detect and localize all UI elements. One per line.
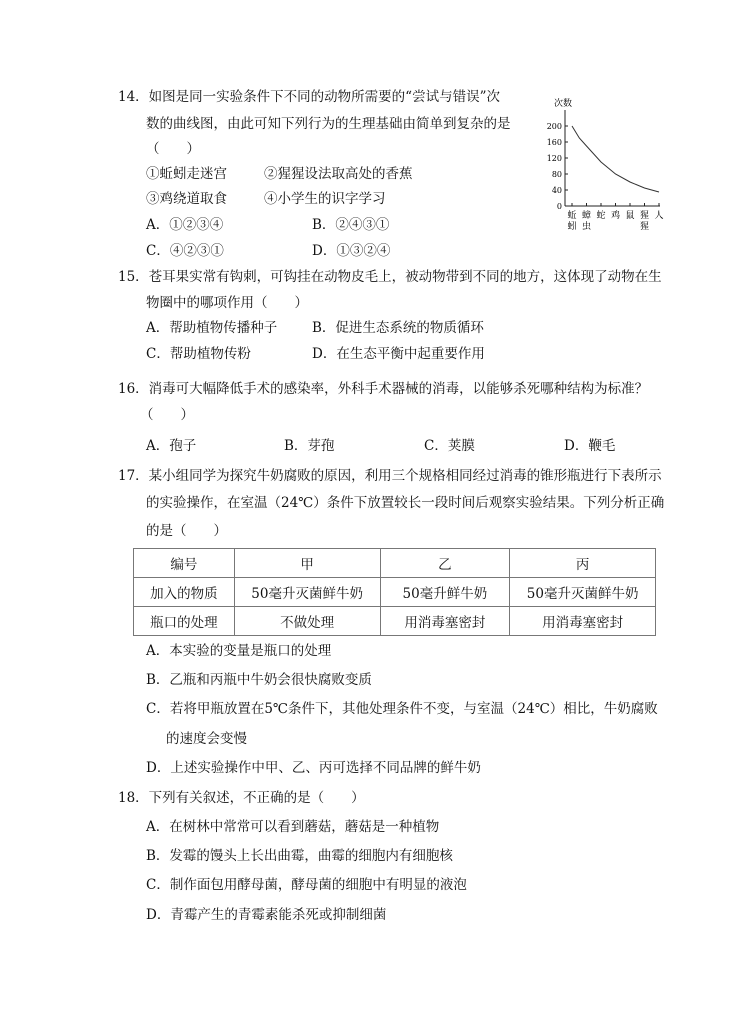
table-header-cell: 丙 — [510, 549, 656, 578]
table-header-cell: 甲 — [234, 549, 380, 578]
q14-item-2: ②猩猩设法取高处的香蕉 — [264, 166, 413, 182]
q14-stem-line2: 数的曲线图，由此可知下列行为的生理基础由简单到复杂的是 — [146, 116, 511, 132]
q17-option-d[interactable]: D．上述实验操作中甲、乙、丙可选择不同品牌的鲜牛奶 — [146, 760, 481, 776]
q16-option-c[interactable]: C．荚膜 — [424, 438, 475, 454]
q16-option-d[interactable]: D．鞭毛 — [564, 438, 616, 454]
x-tick-label: 蛇 — [596, 211, 606, 221]
x-tick-label: 蟑 — [581, 211, 592, 221]
table-cell: 用消毒塞密封 — [380, 607, 510, 636]
x-tick-label: 鸡 — [610, 211, 621, 221]
table-cell: 加入的物质 — [134, 578, 235, 607]
q18-stem: 18．下列有关叙述，不正确的是（ ） — [118, 790, 365, 806]
x-tick-label: 虫 — [581, 222, 592, 232]
q14-stem-line1: 14．如图是同一实验条件下不同的动物所需要的“尝试与错误”次 — [118, 89, 500, 105]
x-tick-label: 猩 — [639, 222, 650, 232]
q17-stem-line1: 17．某小组同学为探究牛奶腐败的原因，利用三个规格相同经过消毒的锥形瓶进行下表所示 — [118, 468, 662, 484]
table-header-cell: 乙 — [380, 549, 510, 578]
q15-option-b[interactable]: B．促进生态系统的物质循环 — [312, 320, 484, 336]
trial-error-chart — [530, 92, 680, 232]
q16-option-a[interactable]: A．孢子 — [146, 438, 197, 454]
q15-stem-line1: 15．苍耳果实常有钩刺，可钩挂在动物皮毛上，被动物带到不同的地方，这体现了动物在生 — [118, 269, 662, 285]
chart-ylabel: 次数 — [554, 99, 573, 109]
y-tick-label: 0 — [556, 202, 562, 211]
table-cell: 50毫升灭菌鲜牛奶 — [510, 578, 656, 607]
q16-paren: （ ） — [140, 407, 194, 423]
table-cell: 50毫升鲜牛奶 — [380, 578, 510, 607]
q15-option-c[interactable]: C．帮助植物传粉 — [146, 346, 251, 362]
table-cell: 50毫升灭菌鲜牛奶 — [234, 578, 380, 607]
table-row — [134, 607, 656, 636]
q15-option-a[interactable]: A．帮助植物传播种子 — [146, 320, 278, 336]
q14-paren: （ ） — [146, 141, 200, 157]
q15-option-d[interactable]: D．在生态平衡中起重要作用 — [312, 346, 485, 362]
x-tick-label: 蚯 — [567, 211, 577, 221]
q14-option-a[interactable]: A．①②③④ — [146, 217, 224, 233]
y-tick-label: 40 — [551, 186, 562, 195]
q17-experiment-table — [133, 548, 656, 636]
table-cell: 瓶口的处理 — [134, 607, 235, 636]
q18-option-b[interactable]: B．发霉的馒头上长出曲霉，曲霉的细胞内有细胞核 — [146, 848, 453, 864]
table-row — [134, 578, 656, 607]
q14-item-3: ③鸡绕道取食 — [146, 191, 227, 207]
y-tick-label: 160 — [546, 138, 562, 147]
q14-option-c[interactable]: C．④②③① — [146, 243, 224, 259]
q17-option-c[interactable]: C．若将甲瓶放置在5℃条件下，其他处理条件不变，与室温（24℃）相比，牛奶腐败 — [146, 701, 658, 717]
x-tick-label: 人 — [654, 211, 664, 221]
q17-option-a[interactable]: A．本实验的变量是瓶口的处理 — [146, 643, 332, 659]
y-tick-label: 120 — [546, 154, 562, 163]
q16-stem-line1: 16．消毒可大幅降低手术的感染率，外科手术器械的消毒，以能够杀死哪种结构为标准？ — [118, 381, 649, 397]
q17-option-c-continued: 的速度会变慢 — [166, 731, 247, 747]
q18-option-d[interactable]: D．青霉产生的青霉素能杀死或抑制细菌 — [146, 907, 387, 923]
q17-option-b[interactable]: B．乙瓶和丙瓶中牛奶会很快腐败变质 — [146, 672, 372, 688]
q17-stem-line2: 的实验操作，在室温（24℃）条件下放置较长一段时间后观察实验结果。下列分析正确 — [146, 495, 665, 511]
q14-option-b[interactable]: B．②④③① — [312, 217, 390, 233]
table-header-cell: 编号 — [134, 549, 235, 578]
q14-option-d[interactable]: D．①③②④ — [312, 243, 391, 259]
q18-option-c[interactable]: C．制作面包用酵母菌，酵母菌的细胞中有明显的液泡 — [146, 877, 467, 893]
q15-stem-line2: 物圈中的哪项作用（ ） — [146, 295, 308, 311]
x-tick-label: 蚓 — [567, 222, 577, 232]
y-tick-label: 80 — [551, 170, 562, 179]
x-tick-label: 鼠 — [625, 211, 635, 221]
y-tick-label: 200 — [546, 122, 562, 131]
q18-option-a[interactable]: A．在树林中常常可以看到蘑菇，蘑菇是一种植物 — [146, 819, 440, 835]
table-cell: 不做处理 — [234, 607, 380, 636]
x-tick-label: 猩 — [639, 211, 650, 221]
q17-stem-line3: 的是（ ） — [146, 523, 227, 539]
q16-option-b[interactable]: B．芽孢 — [284, 438, 335, 454]
q14-item-1: ①蚯蚓走迷宫 — [146, 166, 227, 182]
table-header-row — [134, 549, 656, 578]
table-cell: 用消毒塞密封 — [510, 607, 656, 636]
trial-error-curve — [572, 126, 659, 192]
q14-item-4: ④小学生的识字学习 — [264, 191, 386, 207]
